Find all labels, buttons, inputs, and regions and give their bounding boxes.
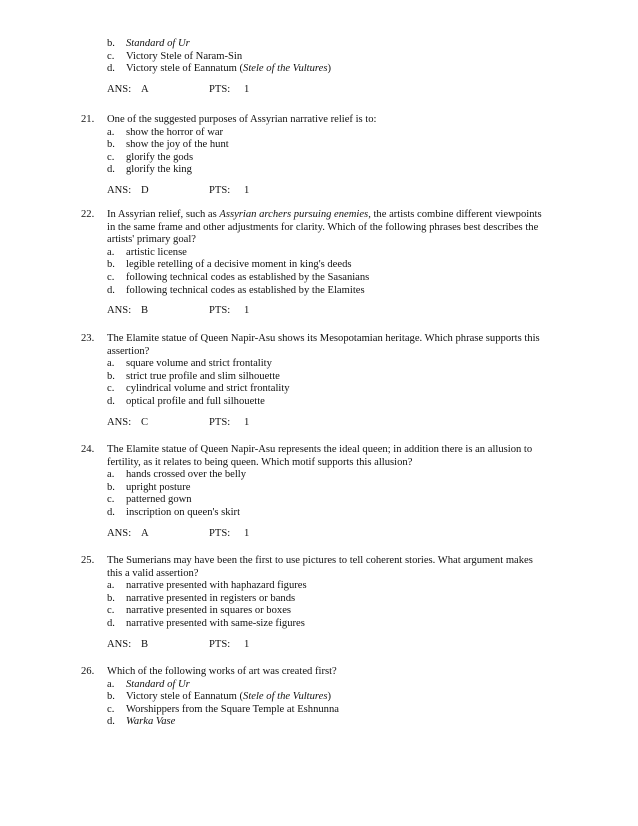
question-text: 21. One of the suggested purposes of Assyrian narrative relief is to: — [81, 114, 377, 125]
option-b: b. Standard of Ur — [107, 38, 190, 49]
option-c: c. Worshippers from the Square Temple at Eshnunna — [107, 703, 339, 715]
option-a: a. Standard of Ur — [107, 678, 190, 690]
question-number: 25. — [81, 555, 95, 566]
option-d: d. following technical codes as established by the Elamites — [107, 284, 365, 296]
option-a: a. square volume and strict frontality — [107, 358, 272, 370]
question-24: 24. The Elamite statue of Queen Napir-Asu represents the ideal queen; in addition there is an allusion to fertility, as it relates to being queen. Which motif supports this allusion? a. hands crossed over the belly b. upright posture c. patterned gown d. inscription on queen's skirt ANS: A PTS: 1 — [0, 444, 638, 540]
question-text: 24. The Elamite statue of Queen Napir-Asu represents the ideal queen; in addition there is an allusion to — [81, 444, 533, 455]
question-number: 23. — [81, 333, 95, 344]
option-d: d. narrative presented with same-size figures — [107, 617, 305, 629]
option-c: c. Victory Stele of Naram-Sin — [107, 50, 243, 62]
question-number: 26. — [81, 666, 95, 677]
question-text: 26. Which of the following works of art was created first? — [81, 666, 337, 677]
option-c: c. cylindrical volume and strict frontality — [107, 383, 290, 395]
question-20-continuation — [0, 38, 638, 96]
question-text: 25. The Sumerians may have been the first to use pictures to tell coherent stories. What argument makes — [81, 555, 533, 566]
option-d: d. glorify the king — [107, 164, 192, 176]
option-a: a. narrative presented with haphazard figures — [107, 580, 307, 592]
question-21 — [0, 114, 638, 198]
option-d: d. Warka Vase — [107, 716, 176, 728]
question-text: 22. In Assyrian relief, such as Assyrian archers pursuing enemies, the artists combine different viewpoints — [81, 209, 542, 220]
answer-line: ANS: C PTS: 1 — [107, 416, 250, 428]
option-a: a. show the horror of war — [107, 126, 224, 138]
answer-line: ANS: B PTS: 1 — [107, 305, 250, 317]
option-b: b. upright posture — [107, 481, 191, 493]
question-22: 22. In Assyrian relief, such as Assyrian archers pursuing enemies, the artists combine different viewpoints in the same frame and other adjustments for clarity. Which of the following phrases best describes the artists' primary goal? a. artistic license b. legible retelling of a decisive moment in king's deeds c. following technical codes as established by the Sasanians d. following technical codes as established by the Elamites ANS: B PTS: 1 — [0, 209, 638, 318]
option-c: c. narrative presented in squares or boxes — [107, 605, 292, 617]
question-number: 24. — [81, 444, 95, 455]
option-c: c. patterned gown — [107, 494, 192, 506]
option-d: d. optical profile and full silhouette — [107, 395, 265, 407]
answer-line: ANS: B PTS: 1 — [107, 638, 250, 650]
question-number: 21. — [81, 114, 95, 125]
option-b: b. show the joy of the hunt — [107, 139, 229, 151]
option-d: d. Victory stele of Eannatum (Stele of the Vultures) — [107, 63, 332, 75]
option-b: b. legible retelling of a decisive moment in king's deeds — [107, 259, 352, 271]
option-d: d. inscription on queen's skirt — [107, 506, 241, 518]
answer-line: ANS: A PTS: 1 — [107, 527, 250, 539]
question-26 — [0, 666, 638, 729]
option-b: b. strict true profile and slim silhouette — [107, 370, 280, 382]
question-text: 23. The Elamite statue of Queen Napir-Asu shows its Mesopotamian heritage. Which phrase supports this — [81, 333, 540, 344]
option-c: c. glorify the gods — [107, 151, 194, 163]
question-23: 23. The Elamite statue of Queen Napir-Asu shows its Mesopotamian heritage. Which phrase supports this assertion? a. square volume and strict frontality b. strict true profile and slim silhouette c. cylindrical volume and strict frontality d. optical profile and full silhouette ANS: C PTS: 1 — [0, 333, 638, 429]
answer-line: ANS: A PTS: 1 — [107, 83, 250, 95]
question-25: 25. The Sumerians may have been the first to use pictures to tell coherent stories. What argument makes this a valid assertion? a. narrative presented with haphazard figures b. narrative presented in registers or bands c. narrative presented in squares or boxes d. narrative presented with same-size figures ANS: B PTS: 1 — [0, 555, 638, 651]
option-a: a. hands crossed over the belly — [107, 469, 247, 481]
question-number: 22. — [81, 209, 95, 220]
option-b: b. narrative presented in registers or bands — [107, 592, 296, 604]
option-a: a. artistic license — [107, 246, 187, 258]
option-b: b. Victory stele of Eannatum (Stele of the Vultures) — [107, 691, 332, 703]
option-c: c. following technical codes as established by the Sasanians — [107, 271, 370, 283]
answer-line: ANS: D PTS: 1 — [107, 184, 250, 196]
